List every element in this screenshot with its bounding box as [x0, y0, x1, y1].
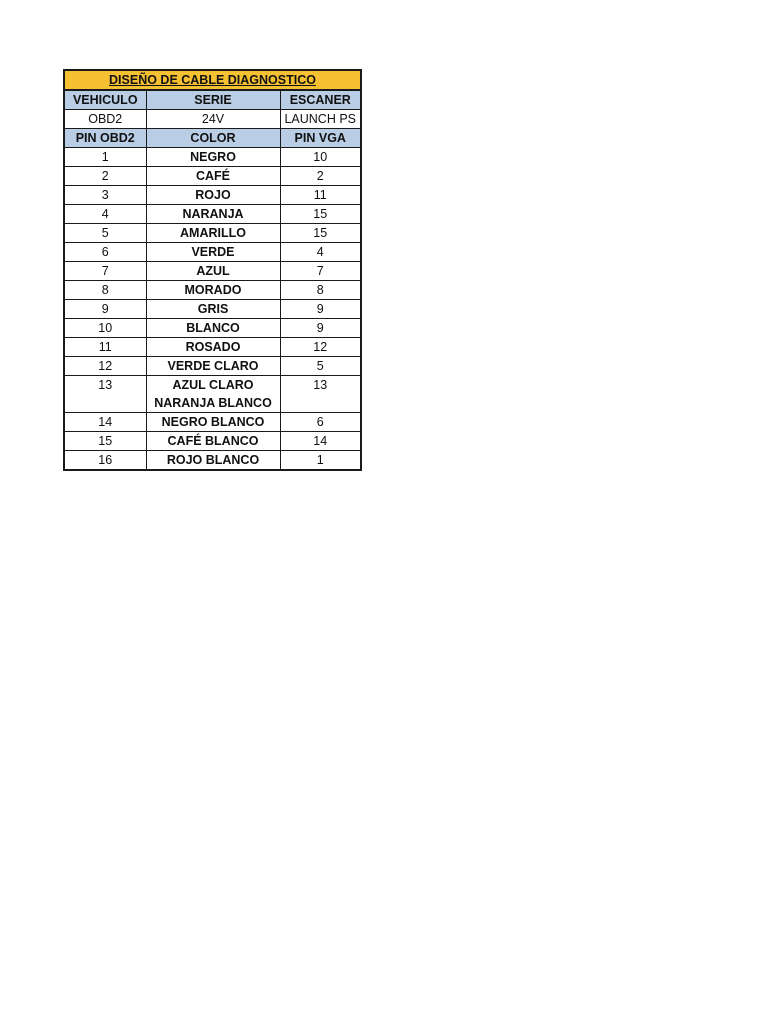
pin-obd2-cell: 6	[64, 243, 146, 262]
pin-vga-cell: 15	[280, 205, 361, 224]
table-row	[64, 262, 361, 281]
wire-color-cell: VERDE CLARO	[146, 357, 280, 376]
wire-color-cell: NEGRO BLANCO	[146, 413, 280, 432]
wire-color-cell: NEGRO	[146, 148, 280, 167]
pin-vga-cell: 5	[280, 357, 361, 376]
header-serie: SERIE	[146, 90, 280, 110]
pin-vga-cell: 6	[280, 413, 361, 432]
table-row	[64, 224, 361, 243]
wire-color-cell: NARANJA	[146, 205, 280, 224]
pin-obd2-cell: 12	[64, 357, 146, 376]
pin-obd2-cell: 10	[64, 319, 146, 338]
header-pin-obd2: PIN OBD2	[64, 129, 146, 148]
pin-vga-cell: 10	[280, 148, 361, 167]
wire-color-cell: MORADO	[146, 281, 280, 300]
pin-vga-cell: 8	[280, 281, 361, 300]
pin-vga-cell: 14	[280, 432, 361, 451]
wire-color-cell: AMARILLO	[146, 224, 280, 243]
pin-vga-cell: 12	[280, 338, 361, 357]
wire-color-cell: CAFÉ BLANCO	[146, 432, 280, 451]
pin-obd2-cell: 14	[64, 413, 146, 432]
table-row	[64, 338, 361, 357]
wire-color-cell: ROJO BLANCO	[146, 451, 280, 471]
wire-color-line-2: NARANJA BLANCO	[154, 396, 272, 410]
pin-vga-cell: 9	[280, 319, 361, 338]
pin-vga-cell: 15	[280, 224, 361, 243]
wire-color-cell: ROJO	[146, 186, 280, 205]
pin-vga-cell: 2	[280, 167, 361, 186]
table-row	[64, 357, 361, 376]
pin-vga-cell: 1	[280, 451, 361, 471]
table-row	[64, 300, 361, 319]
wire-color-cell: ROSADO	[146, 338, 280, 357]
wire-color-cell	[146, 376, 280, 413]
pin-obd2-cell: 16	[64, 451, 146, 471]
pin-obd2-cell: 3	[64, 186, 146, 205]
pin-obd2-cell: 7	[64, 262, 146, 281]
table-row	[64, 205, 361, 224]
pin-obd2-cell: 4	[64, 205, 146, 224]
table-row	[64, 376, 361, 413]
pin-vga-cell: 4	[280, 243, 361, 262]
info-vehiculo: OBD2	[64, 110, 146, 129]
wire-color-cell: AZUL	[146, 262, 280, 281]
table-row	[64, 281, 361, 300]
table-row	[64, 451, 361, 471]
table-row	[64, 413, 361, 432]
pin-obd2-cell: 13	[64, 376, 146, 413]
table-row	[64, 243, 361, 262]
info-serie: 24V	[146, 110, 280, 129]
wire-color-cell: BLANCO	[146, 319, 280, 338]
pin-vga-cell: 13	[280, 376, 361, 413]
wire-color-cell: GRIS	[146, 300, 280, 319]
cable-design-table	[63, 69, 362, 471]
pin-obd2-cell: 2	[64, 167, 146, 186]
pin-obd2-cell: 11	[64, 338, 146, 357]
wire-color-cell: CAFÉ	[146, 167, 280, 186]
pin-obd2-cell: 15	[64, 432, 146, 451]
spreadsheet	[63, 69, 360, 471]
table-row	[64, 432, 361, 451]
table-row	[64, 319, 361, 338]
pin-obd2-cell: 8	[64, 281, 146, 300]
pin-vga-cell: 11	[280, 186, 361, 205]
pin-vga-cell: 7	[280, 262, 361, 281]
pin-vga-cell: 9	[280, 300, 361, 319]
table-row	[64, 148, 361, 167]
table-title: DISEÑO DE CABLE DIAGNOSTICO	[64, 70, 361, 90]
wire-color-line-1: AZUL CLARO	[172, 378, 254, 392]
info-escaner: LAUNCH PS	[280, 110, 361, 129]
wire-color-cell: VERDE	[146, 243, 280, 262]
pin-obd2-cell: 9	[64, 300, 146, 319]
header-vehiculo: VEHICULO	[64, 90, 146, 110]
pin-obd2-cell: 5	[64, 224, 146, 243]
header-escaner: ESCANER	[280, 90, 361, 110]
header-pin-vga: PIN VGA	[280, 129, 361, 148]
pin-obd2-cell: 1	[64, 148, 146, 167]
table-row	[64, 167, 361, 186]
header-color: COLOR	[146, 129, 280, 148]
table-row	[64, 186, 361, 205]
